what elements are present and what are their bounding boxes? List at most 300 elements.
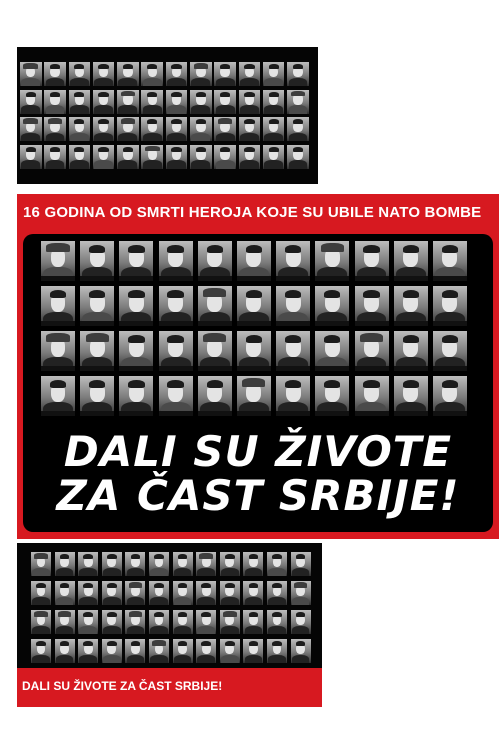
portrait-shoulders [197,626,215,634]
portrait-hair [171,147,181,152]
portrait-hair [50,147,60,152]
portrait-photo [159,376,193,416]
portrait-hair [74,64,84,69]
portrait-photo [291,639,311,663]
portrait-photo [220,552,240,576]
portrait-hair [363,290,379,298]
portrait-cap [46,333,69,342]
portrait-shoulders [79,597,97,605]
portrait-shoulders [268,626,286,634]
portrait-shoulders [118,133,137,141]
portrait-shoulders [143,133,162,141]
portrait-shoulders [221,626,239,634]
portrait-hair [107,554,117,559]
portrait-shoulders [240,160,259,168]
portrait-hair [296,641,306,646]
portrait-caption-bar [119,321,153,326]
portrait-shoulders [127,655,145,663]
portrait-shoulders [289,105,308,113]
portrait-caption-bar [394,276,428,281]
portrait-shoulders [245,626,263,634]
portrait-photo [198,241,232,281]
portrait-caption-bar [315,321,349,326]
portrait-photo [267,552,287,576]
portrait-hair [60,554,70,559]
portrait-caption-bar [80,411,114,416]
portrait-shoulders [216,105,235,113]
portrait-hair [225,554,235,559]
portrait-photo [20,117,42,141]
portrait-hair [403,335,419,343]
portrait-photo [287,90,309,114]
portrait-photo [239,90,261,114]
portrait-hair [74,92,84,97]
portrait-shoulders [21,160,40,168]
portrait-shoulders [289,133,308,141]
portrait-hair [128,290,144,298]
portrait-photo [149,581,169,605]
portrait-photo [173,639,193,663]
portrait-shoulders [174,568,192,576]
portrait-photo [276,286,310,326]
portrait-hair [207,245,223,253]
portrait-photo [173,610,193,634]
portrait-hair [178,612,188,617]
portrait-shoulders [191,78,210,86]
portrait-shoulders [264,105,283,113]
portrait-cap [321,243,344,252]
portrait-photo [237,331,271,371]
portrait-cap [58,611,72,616]
portrait-shoulders [56,655,74,663]
portrait-hair [89,290,105,298]
portrait-photo [141,90,163,114]
portrait-caption-bar [433,321,467,326]
portrait-shoulders [268,597,286,605]
portrait-shoulders [103,597,121,605]
portrait-caption-bar [80,321,114,326]
portrait-shoulders [167,105,186,113]
portrait-hair [147,119,157,124]
portrait-shoulders [221,568,239,576]
big-title-line-2: ZA ČAST SRBIJE! [56,471,460,520]
portrait-photo [119,376,153,416]
portrait-shoulders [94,78,113,86]
portrait-hair [50,64,60,69]
portrait-photo [198,331,232,371]
portrait-photo [433,286,467,326]
portrait-photo [119,331,153,371]
portrait-cap [129,582,143,587]
portrait-photo [93,145,115,169]
portrait-caption-bar [119,276,153,281]
portrait-cap [121,118,136,123]
portrait-shoulders [56,626,74,634]
portrait-caption-bar [159,321,193,326]
portrait-shoulders [56,597,74,605]
portrait-photo [220,581,240,605]
portrait-cap [145,146,160,151]
portrait-photo [196,552,216,576]
portrait-photo [20,145,42,169]
portrait-hair [201,583,211,588]
portrait-cap [242,378,265,387]
portrait-shoulders [46,133,65,141]
portrait-photo [80,241,114,281]
portrait-cap [203,333,226,342]
portrait-shoulders [150,655,168,663]
portrait-hair [154,583,164,588]
portrait-shoulders [143,78,162,86]
portrait-hair [167,245,183,253]
portrait-hair [201,641,211,646]
portrait-photo [166,90,188,114]
portrait-hair [128,245,144,253]
portrait-photo [41,286,75,326]
portrait-hair [196,119,206,124]
portrait-hair [50,380,66,388]
portrait-hair [178,554,188,559]
portrait-hair [363,245,379,253]
portrait-cap [121,91,136,96]
portrait-shoulders [174,655,192,663]
portrait-caption-bar [355,276,389,281]
portrait-hair [272,612,282,617]
portrait-shoulders [70,105,89,113]
portrait-photo [44,90,66,114]
portrait-hair [442,245,458,253]
portrait-caption-bar [276,411,310,416]
portrait-shoulders [56,568,74,576]
portrait-photo [117,117,139,141]
portrait-hair [272,583,282,588]
portrait-shoulders [174,597,192,605]
bottom-photo-board [17,543,322,668]
portrait-caption-bar [276,276,310,281]
portrait-caption-bar [237,411,271,416]
portrait-caption-bar [198,366,232,371]
portrait-shoulders [292,568,310,576]
portrait-photo [166,117,188,141]
portrait-photo [31,610,51,634]
portrait-shoulders [174,626,192,634]
portrait-cap [48,118,63,123]
portrait-hair [123,147,133,152]
portrait-shoulders [32,568,50,576]
portrait-hair [128,335,144,343]
portrait-photo [239,117,261,141]
portrait-photo [243,610,263,634]
portrait-shoulders [167,78,186,86]
portrait-photo [433,331,467,371]
portrait-caption-bar [394,411,428,416]
portrait-hair [83,583,93,588]
portrait-photo [141,145,163,169]
portrait-photo [355,241,389,281]
portrait-photo [119,286,153,326]
portrait-cap [34,553,48,558]
portrait-photo [394,331,428,371]
portrait-shoulders [216,133,235,141]
portrait-cap [291,91,306,96]
portrait-hair [178,583,188,588]
portrait-hair [98,119,108,124]
portrait-photo [166,62,188,86]
portrait-hair [50,290,66,298]
portrait-photo [117,62,139,86]
portrait-hair [107,583,117,588]
portrait-photo [55,610,75,634]
portrait-shoulders [221,655,239,663]
bottom-headline: DALI SU ŽIVOTE ZA ČAST SRBIJE! [22,679,223,693]
portrait-hair [220,64,230,69]
portrait-photo [220,610,240,634]
portrait-hair [154,554,164,559]
portrait-photo [315,376,349,416]
portrait-hair [324,335,340,343]
portrait-photo [117,145,139,169]
portrait-cap [199,553,213,558]
portrait-photo [190,90,212,114]
portrait-caption-bar [237,366,271,371]
portrait-hair [442,380,458,388]
bottom-banner [17,543,322,707]
portrait-photo [394,286,428,326]
portrait-photo [433,241,467,281]
portrait-photo [149,610,169,634]
portrait-photo [159,286,193,326]
portrait-cap [218,118,233,123]
portrait-caption-bar [355,321,389,326]
portrait-hair [244,119,254,124]
portrait-shoulders [79,568,97,576]
portrait-shoulders [216,160,235,168]
portrait-hair [83,641,93,646]
portrait-caption-bar [276,321,310,326]
portrait-hair [89,380,105,388]
portrait-photo [55,639,75,663]
portrait-shoulders [118,105,137,113]
portrait-photo [44,145,66,169]
portrait-caption-bar [159,411,193,416]
portrait-photo [190,145,212,169]
portrait-caption-bar [80,276,114,281]
portrait-photo [125,581,145,605]
portrait-shoulders [264,78,283,86]
portrait-caption-bar [119,411,153,416]
portrait-photo [190,62,212,86]
portrait-photo [102,610,122,634]
portrait-photo [102,552,122,576]
portrait-shoulders [143,160,162,168]
portrait-shoulders [268,655,286,663]
portrait-photo [243,552,263,576]
main-photo-board [23,234,493,532]
portrait-hair [60,641,70,646]
portrait-cap [129,611,143,616]
portrait-hair [244,147,254,152]
portrait-photo [263,117,285,141]
portrait-photo [239,145,261,169]
portrait-caption-bar [394,321,428,326]
portrait-photo [198,376,232,416]
portrait-hair [225,641,235,646]
portrait-hair [207,380,223,388]
portrait-shoulders [127,568,145,576]
portrait-photo [394,241,428,281]
portrait-photo [41,331,75,371]
portrait-cap [152,640,166,645]
portrait-caption-bar [237,276,271,281]
portrait-photo [125,552,145,576]
portrait-photo [276,241,310,281]
portrait-photo [80,286,114,326]
portrait-photo [31,552,51,576]
portrait-hair [171,119,181,124]
main-banner [17,194,499,539]
portrait-shoulders [197,568,215,576]
portrait-photo [433,376,467,416]
portrait-photo [243,639,263,663]
portrait-hair [249,641,259,646]
bottom-portrait-grid [31,552,311,663]
portrait-photo [267,610,287,634]
portrait-photo [93,117,115,141]
portrait-photo [173,552,193,576]
portrait-hair [249,554,259,559]
portrait-caption-bar [355,366,389,371]
portrait-photo [315,331,349,371]
portrait-photo [263,145,285,169]
portrait-shoulders [191,160,210,168]
portrait-hair [403,380,419,388]
portrait-photo [55,552,75,576]
portrait-photo [44,62,66,86]
portrait-shoulders [46,105,65,113]
portrait-shoulders [103,655,121,663]
portrait-shoulders [32,597,50,605]
portrait-hair [36,583,46,588]
portrait-photo [78,610,98,634]
portrait-photo [69,117,91,141]
portrait-hair [83,554,93,559]
portrait-shoulders [21,78,40,86]
portrait-hair [246,245,262,253]
portrait-photo [141,117,163,141]
portrait-shoulders [240,133,259,141]
portrait-shoulders [46,160,65,168]
portrait-cap [203,288,226,297]
portrait-cap [223,611,237,616]
banner-headline: 16 GODINA OD SMRTI HEROJA KOJE SU UBILE NATO BOMBE [23,204,482,221]
portrait-shoulders [197,597,215,605]
portrait-photo [78,581,98,605]
portrait-cap [34,611,48,616]
portrait-photo [276,331,310,371]
portrait-hair [154,612,164,617]
portrait-hair [246,335,262,343]
portrait-hair [167,290,183,298]
portrait-photo [263,62,285,86]
top-portrait-grid [20,62,309,169]
portrait-caption-bar [315,366,349,371]
portrait-photo [44,117,66,141]
portrait-photo [291,610,311,634]
portrait-shoulders [245,655,263,663]
portrait-caption-bar [355,411,389,416]
portrait-photo [80,376,114,416]
portrait-hair [293,64,303,69]
portrait-hair [74,147,84,152]
portrait-shoulders [70,133,89,141]
portrait-caption-bar [433,366,467,371]
portrait-shoulders [21,133,40,141]
portrait-shoulders [150,597,168,605]
portrait-cap [294,582,308,587]
portrait-photo [69,145,91,169]
portrait-photo [267,639,287,663]
portrait-photo [93,62,115,86]
portrait-hair [131,641,141,646]
portrait-photo [69,62,91,86]
portrait-caption-bar [198,321,232,326]
portrait-photo [102,581,122,605]
portrait-shoulders [150,626,168,634]
portrait-hair [123,64,133,69]
portrait-photo [276,376,310,416]
portrait-photo [243,581,263,605]
portrait-hair [269,147,279,152]
portrait-caption-bar [433,411,467,416]
portrait-caption-bar [198,411,232,416]
portrait-hair [26,147,36,152]
portrait-photo [355,286,389,326]
portrait-hair [171,92,181,97]
portrait-hair [147,92,157,97]
portrait-hair [296,612,306,617]
portrait-caption-bar [394,366,428,371]
portrait-hair [60,583,70,588]
portrait-photo [214,62,236,86]
portrait-photo [149,552,169,576]
portrait-photo [159,331,193,371]
portrait-shoulders [32,626,50,634]
portrait-cap [194,63,209,68]
portrait-photo [125,610,145,634]
portrait-hair [442,335,458,343]
portrait-cap [46,243,69,252]
portrait-photo [55,581,75,605]
portrait-photo [287,117,309,141]
portrait-hair [83,612,93,617]
portrait-photo [237,286,271,326]
portrait-hair [249,583,259,588]
portrait-shoulders [268,568,286,576]
portrait-shoulders [103,568,121,576]
portrait-caption-bar [237,321,271,326]
portrait-hair [171,64,181,69]
portrait-photo [237,241,271,281]
portrait-hair [285,335,301,343]
portrait-photo [196,639,216,663]
portrait-shoulders [118,78,137,86]
portrait-photo [355,331,389,371]
portrait-photo [102,639,122,663]
portrait-photo [31,581,51,605]
portrait-hair [269,119,279,124]
portrait-photo [214,145,236,169]
portrait-shoulders [94,105,113,113]
